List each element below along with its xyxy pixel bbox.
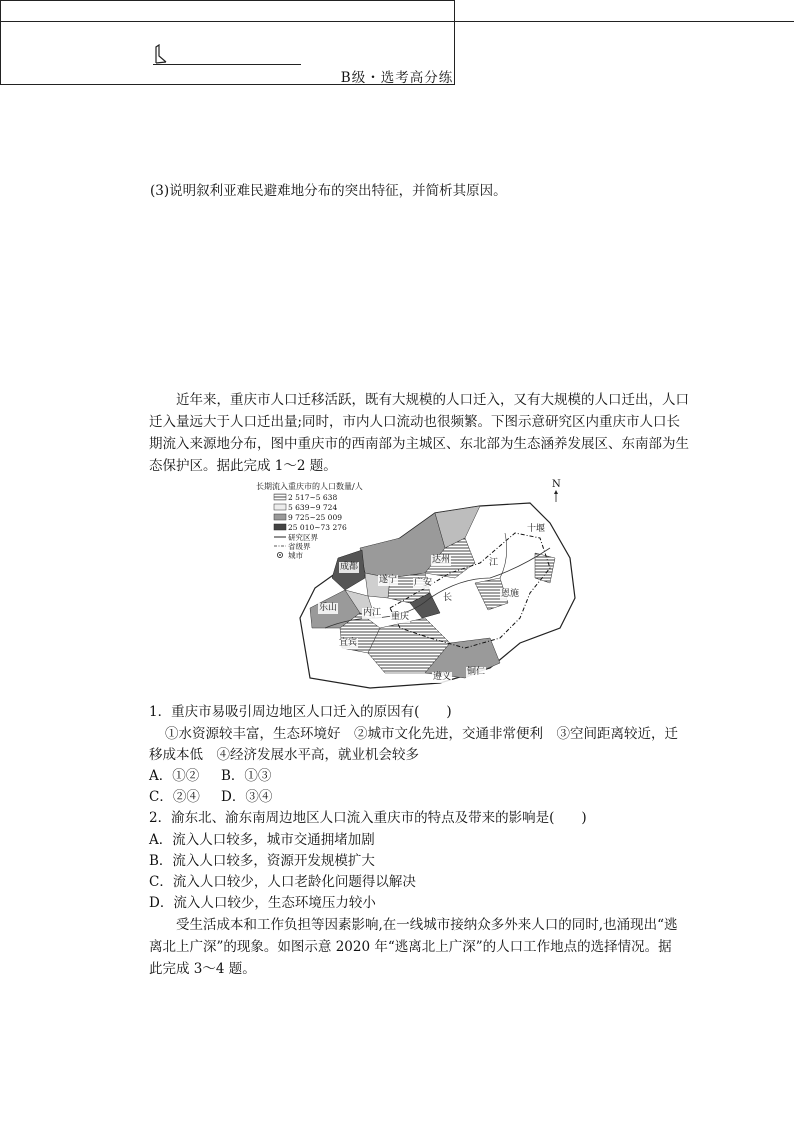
question-2-stem: 2．渝东北、渝东南周边地区人口流入重庆市的特点及带来的影响是( ): [149, 810, 587, 826]
city-label: 遂宁: [379, 575, 398, 585]
city-label: 内江: [363, 608, 382, 618]
question-1-option-b[interactable]: B．①③: [221, 768, 272, 784]
legend-item: 省级界: [288, 542, 311, 551]
question-1-option-d[interactable]: D．③④: [221, 789, 273, 805]
closing-line: 受生活成本和工作负担等因素影响,在一线城市接纳众多外来人口的同时,也涌现出“逃: [176, 917, 678, 933]
question-2-option-b[interactable]: B．流入人口较多，资源开发规模扩大: [149, 853, 375, 869]
question-2-option-c[interactable]: C．流入人口较少，人口老龄化问题得以解决: [149, 874, 416, 890]
population-map: [250, 478, 580, 693]
intro-line: 态保护区。据此完成 1～2 题。: [149, 458, 337, 474]
legend-item: 2 517~5 638: [288, 493, 338, 502]
question-3-text: (3)说明叙利亚难民避难地分布的突出特征，并简析其原因。: [150, 183, 507, 199]
legend-item: 9 725~25 009: [288, 513, 342, 522]
intro-line: 期流入来源地分布，图中重庆市的西南部为主城区、东北部为生态涵养发展区、东南部为生: [149, 436, 689, 452]
city-label: 十堰: [527, 524, 546, 534]
question-1-option-a[interactable]: A．①②: [149, 768, 200, 784]
question-1-option-c[interactable]: C．②④: [149, 789, 200, 805]
title-underline: [153, 64, 301, 65]
question-2-option-d[interactable]: D．流入人口较少，生态环境压力较小: [149, 895, 376, 911]
pencil-icon: [153, 44, 169, 64]
question-1-stem: 1．重庆市易吸引周边地区人口迁入的原因有( ): [149, 704, 452, 720]
question-1-statement: ①水资源较丰富，生态环境好 ②城市文化先进，交通非常便利 ③空间距离较近，迁: [165, 726, 678, 742]
city-label: 江: [489, 558, 499, 568]
city-label: 重庆: [391, 612, 410, 622]
city-label: 遵义: [433, 672, 452, 682]
legend-item: 25 010~73 276: [288, 523, 347, 532]
section-box: [0, 0, 455, 85]
section-title: B级・选考高分练: [340, 70, 454, 86]
question-2-option-a[interactable]: A．流入人口较多，城市交通拥堵加剧: [149, 832, 375, 848]
city-label: 成都: [340, 562, 359, 572]
legend-item: 5 639~9 724: [288, 503, 338, 512]
legend-item: 研究区界: [288, 533, 318, 542]
city-label: 达州: [432, 555, 451, 565]
legend-title: 长期流入重庆市的人口数量/人: [256, 482, 363, 491]
city-label: 乐山: [319, 603, 338, 613]
city-label: 恩施: [501, 589, 520, 599]
closing-line: 此完成 3～4 题。: [149, 961, 256, 977]
box-divider: [0, 21, 794, 22]
city-label: 广安: [414, 578, 433, 588]
city-label: 铜仁: [467, 667, 486, 677]
intro-line: 近年来，重庆市人口迁移活跃，既有大规模的人口迁入，又有大规模的人口迁出，人口: [176, 392, 689, 408]
north-label: N: [552, 479, 561, 490]
city-label: 宜宾: [339, 638, 358, 648]
city-label: 长: [443, 593, 453, 603]
intro-line: 迁入量远大于人口迁出量;同时，市内人口流动也很频繁。下图示意研究区内重庆市人口长: [149, 414, 681, 430]
closing-line: 离北上广深”的现象。如图示意 2020 年“逃离北上广深”的人口工作地点的选择情况。据: [149, 939, 672, 955]
question-1-statement: 移成本低 ④经济发展水平高，就业机会较多: [149, 747, 419, 763]
legend-item: 城市: [288, 551, 303, 560]
